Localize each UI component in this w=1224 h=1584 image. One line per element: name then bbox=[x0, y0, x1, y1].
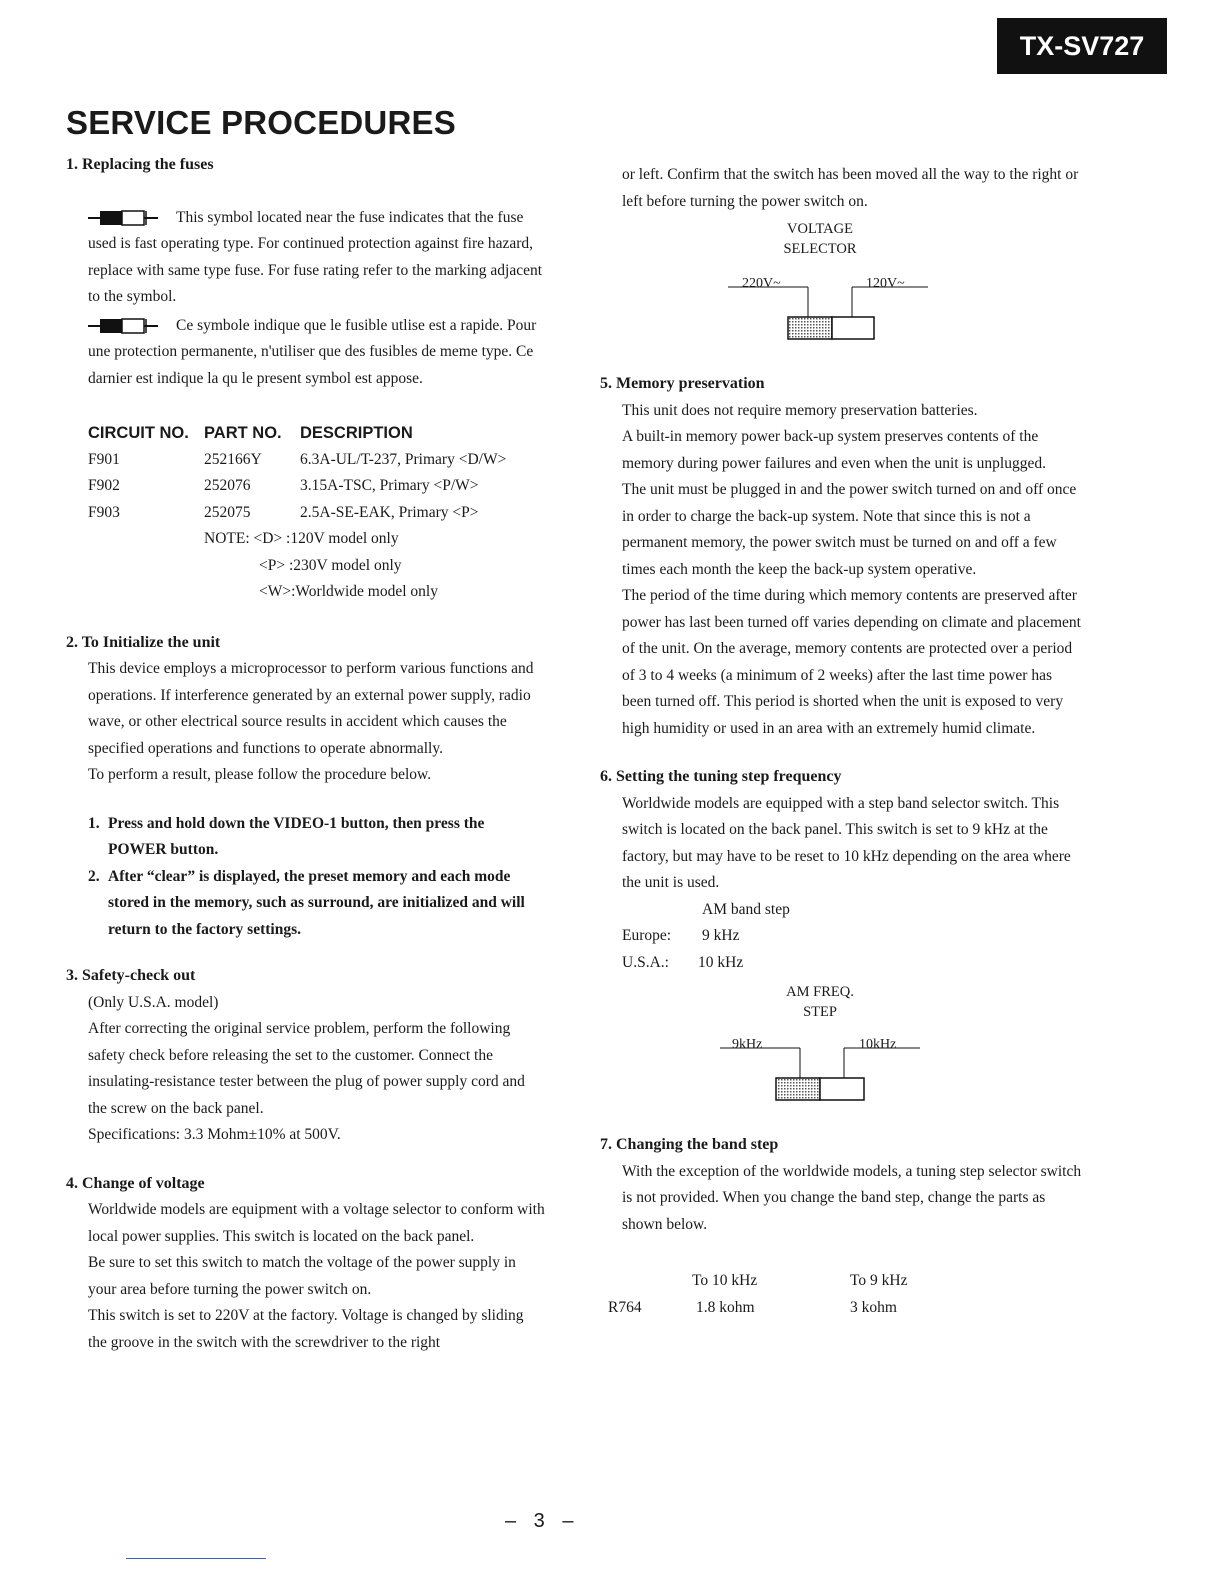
col-circuit: CIRCUIT NO. bbox=[88, 424, 189, 442]
col-to-9khz: To 9 kHz bbox=[850, 1272, 908, 1289]
section-2-paragraph: This device employs a microprocessor to perform various functions and operations. If interference generated by an external power supply, radio wave, or other electrical source results in accident which causes the specified operations and functions to operate abnormally. bbox=[88, 660, 534, 757]
cell-part: 252076 bbox=[204, 477, 251, 494]
section-4-paragraph: This switch is set to 220V at the factory. Voltage is changed by sliding the groove in the switch with the screwdriver to the right bbox=[88, 1307, 524, 1351]
col-description: DESCRIPTION bbox=[300, 424, 413, 442]
note-line: <P> :230V model only bbox=[259, 556, 402, 574]
list-item bbox=[88, 864, 546, 944]
list-item bbox=[88, 811, 546, 864]
section-4-heading: 4. Change of voltage bbox=[66, 1174, 205, 1192]
col-part: PART NO. bbox=[204, 424, 282, 442]
section-7-heading: 7. Changing the band step bbox=[600, 1136, 779, 1153]
am-step-diagram bbox=[600, 976, 1084, 1126]
section-3-sub: (Only U.S.A. model) bbox=[88, 993, 219, 1011]
diagram-title: STEP bbox=[803, 1004, 837, 1020]
section-2-paragraph: To perform a result, please follow the procedure below. bbox=[88, 766, 432, 783]
section-6-heading: 6. Setting the tuning step frequency bbox=[600, 768, 842, 785]
section-5-paragraph: This unit does not require memory preservation batteries. bbox=[622, 401, 978, 419]
section-6-paragraph: Worldwide models are equipped with a step band selector switch. This switch is located on the back panel. This switch is set to 9 kHz at the factory, but may have to be reset to 10 kHz depending on the area where the unit is used. bbox=[622, 794, 1071, 891]
cell-circuit: F902 bbox=[88, 477, 120, 494]
fast-fuse-icon bbox=[88, 317, 172, 335]
diagram-title: VOLTAGE bbox=[787, 221, 853, 237]
cell-circuit: F903 bbox=[88, 503, 120, 521]
table-header-row bbox=[622, 1268, 1084, 1295]
cell-part: R764 bbox=[608, 1298, 642, 1316]
cell-part: 252075 bbox=[204, 503, 251, 521]
table-row bbox=[88, 447, 546, 474]
section-4-paragraph: Be sure to set this switch to match the voltage of the power supply in your area before turning the power switch on. bbox=[88, 1254, 516, 1298]
diagram-title: SELECTOR bbox=[783, 241, 857, 257]
cell-description: 2.5A-SE-EAK, Primary <P> bbox=[300, 503, 479, 521]
section-7-paragraph: With the exception of the worldwide models, a tuning step selector switch is not provided. When you change the band step, change the parts as shown below. bbox=[622, 1162, 1082, 1233]
right-column bbox=[600, 162, 1084, 1321]
slide-switch-icon bbox=[712, 1046, 932, 1102]
table-row bbox=[88, 473, 546, 500]
diagram-title: AM FREQ. bbox=[786, 984, 854, 1000]
cell-circuit: F901 bbox=[88, 450, 120, 468]
fuse-text-en: This symbol located near the fuse indicates that the fuse used is fast operating type. For continued protection against fire hazard, replace with same type fuse. For fuse rating refer to the marking adjacent to the symbol. bbox=[88, 208, 543, 305]
note-line: NOTE: <D> :120V model only bbox=[204, 530, 399, 547]
section-2-heading: 2. To Initialize the unit bbox=[66, 633, 221, 651]
region-label: Europe: bbox=[622, 927, 672, 944]
am-band-step-heading: AM band step bbox=[702, 900, 790, 918]
page-number: – 3 – bbox=[505, 1510, 580, 1532]
section-3-paragraph: Specifications: 3.3 Mohm±10% at 500V. bbox=[88, 1126, 341, 1143]
cell-part: 252166Y bbox=[204, 450, 262, 468]
table-row bbox=[88, 500, 546, 527]
voltage-label-120: 120V~ bbox=[866, 276, 905, 291]
slide-switch-icon bbox=[720, 285, 940, 341]
col-to-10khz: To 10 kHz bbox=[692, 1272, 758, 1289]
step-text: Press and hold down the VIDEO-1 button, then press the POWER button. bbox=[108, 814, 485, 858]
fuse-table-header bbox=[88, 420, 546, 447]
section-3-paragraph: After correcting the original service problem, perform the following safety check before releasing the set to the customer. Connect the insulating-resistance tester between the plug of power supply cord and the screw on the back panel. bbox=[88, 1020, 525, 1117]
section-5-paragraph: The unit must be plugged in and the power switch turned on and off once in order to charge the back-up system. Note that since this is not a permanent memory, the power switch must be turned on and off a few times each month the keep the back-up system operative. bbox=[622, 481, 1077, 578]
section-5-paragraph: A built-in memory power back-up system preserves contents of the memory during power failures and even when the unit is unplugged. bbox=[622, 428, 1046, 472]
band-step-table bbox=[608, 1268, 1084, 1321]
step-number: 2. bbox=[88, 867, 100, 885]
fast-fuse-icon bbox=[88, 209, 172, 227]
cell-value: 3 kohm bbox=[850, 1298, 897, 1316]
voltage-selector-diagram bbox=[600, 215, 1084, 365]
table-row bbox=[622, 950, 1084, 977]
section-1-paragraph-fr bbox=[88, 313, 546, 393]
step-number: 1. bbox=[88, 814, 100, 832]
step-value: 9 kHz bbox=[702, 927, 740, 944]
cell-description: 3.15A-TSC, Primary <P/W> bbox=[300, 477, 479, 494]
table-row bbox=[608, 1295, 1084, 1322]
fuse-text-fr: Ce symbole indique que le fusible utlise est a rapide. Pour une protection permanente, n'utiliser que des fusibles de meme type. Ce darnier est indique la qu le present symbol est appose. bbox=[88, 316, 537, 387]
table-row bbox=[622, 923, 1084, 950]
step-label-9khz: 9kHz bbox=[732, 1037, 763, 1052]
step-label-10khz: 10kHz bbox=[859, 1037, 897, 1052]
section-4-paragraph-cont: or left. Confirm that the switch has been moved all the way to the right or left before turning the power switch on. bbox=[622, 166, 1079, 210]
note-line: <W>:Worldwide model only bbox=[259, 583, 438, 600]
initialize-steps bbox=[88, 811, 546, 944]
fuse-table bbox=[88, 420, 546, 606]
cell-value: 1.8 kohm bbox=[696, 1298, 755, 1316]
section-3-heading: 3. Safety-check out bbox=[66, 967, 196, 984]
step-text: After “clear” is displayed, the preset memory and each mode stored in the memory, such as surround, are initialized and will return to the factory settings. bbox=[108, 867, 525, 938]
region-label: U.S.A.: bbox=[622, 953, 669, 971]
section-1-heading: 1. Replacing the fuses bbox=[66, 156, 214, 173]
section-4-paragraph: Worldwide models are equipment with a voltage selector to conform with local power supplies. This switch is located on the back panel. bbox=[88, 1201, 545, 1245]
cell-description: 6.3A-UL/T-237, Primary <D/W> bbox=[300, 450, 507, 468]
model-badge: TX-SV727 bbox=[997, 18, 1167, 74]
step-value: 10 kHz bbox=[698, 953, 744, 971]
voltage-label-220: 220V~ bbox=[742, 276, 781, 291]
fuse-notes bbox=[88, 526, 546, 606]
page-title: SERVICE PROCEDURES bbox=[66, 104, 456, 141]
section-5-paragraph: The period of the time during which memory contents are preserved after power has last been turned off varies depending on climate and placement of the unit. On the average, memory contents are protected over a period of 3 to 4 weeks (a minimum of 2 weeks) after the last time power has been turned off. This period is shorted when the unit is exposed to very high humidity or used in an area with an extremely humid climate. bbox=[622, 587, 1081, 737]
section-5-heading: 5. Memory preservation bbox=[600, 375, 765, 392]
section-1-paragraph-en bbox=[88, 205, 546, 311]
footer-rule bbox=[126, 1558, 266, 1559]
left-column bbox=[66, 152, 546, 1356]
